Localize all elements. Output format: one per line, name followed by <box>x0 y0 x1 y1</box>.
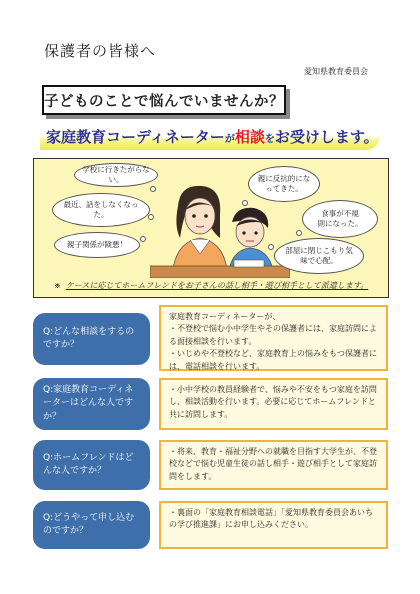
answer-line: ・いじめや不登校など、家庭教育上の悩みをもつ保護者には、電話相談を行います。 <box>169 349 377 371</box>
question-text: Q:どんな相談をするのですか？ <box>43 326 135 350</box>
bubble-tail-dot <box>140 236 146 242</box>
greeting: 保護者の皆様へ <box>44 42 157 60</box>
thought-bubble-5 <box>54 232 140 258</box>
thought-bubble-4 <box>302 200 378 238</box>
headline-text: 子どものことで悩んでいませんか？ <box>44 93 284 110</box>
question-text: Q:ホームフレンドはどんな人ですか？ <box>43 452 134 476</box>
bubble-text-6: 部屋に閉じこもり気 味で心配。 <box>285 245 353 265</box>
bubble-text-5: 親子関係が険悪！ <box>67 239 127 249</box>
homefriend-note <box>54 280 368 291</box>
organization-name: 愛知県教育委員会 <box>304 67 368 76</box>
bubble-tail-dot <box>242 200 248 206</box>
note-text: ケースに応じてホームフレンドをお子さんの話し相手・遊び相手として派遣します。 <box>65 281 369 290</box>
answer-line: 家庭教育コーディネーターが、 <box>169 312 281 321</box>
thought-bubble-3 <box>52 193 150 227</box>
question-text: Q:どうやって申し込むのですか？ <box>43 512 135 536</box>
title-wo: を <box>264 134 275 145</box>
question-text: Q:家庭教育コーディネーターはどんな人ですか？ <box>43 384 134 422</box>
question-1 <box>33 313 150 365</box>
title-ga: が <box>224 134 235 145</box>
question-3 <box>33 440 150 490</box>
bubble-text-1: 学校に行きたがらない。 <box>82 164 150 184</box>
answer-4 <box>159 501 388 549</box>
bubble-tail-dot <box>150 186 156 192</box>
page-title <box>46 126 379 147</box>
headline-box <box>42 85 286 115</box>
answer-line: ・裏面の「家庭教育相談電話」「愛知県教育委員会あいちの学び推進課」にお申し込みください。 <box>169 508 373 530</box>
thought-bubble-6 <box>274 238 364 274</box>
title-main: 家庭教育コーディネーター <box>46 128 225 146</box>
bubble-tail-dot <box>148 214 154 220</box>
answer-3 <box>159 440 388 490</box>
answer-1 <box>159 305 388 371</box>
answer-2 <box>159 378 388 430</box>
question-4 <box>33 501 150 549</box>
bubble-text-4: 食事が不規 則になった。 <box>317 208 363 228</box>
bubble-text-2: 親に反抗的にな ってきた。 <box>257 173 311 193</box>
answer-line: ・将来、教育・福祉分野への就職を目指す大学生が、不登校などで悩む児童生徒の話し相手・遊び相手として家庭訪問をします。 <box>169 447 377 481</box>
thought-bubble-2 <box>248 166 320 202</box>
title-tail: お受けします。 <box>274 128 379 146</box>
question-2 <box>33 378 150 430</box>
bubble-text-3: 最近、話をしなくなっ た。 <box>63 199 139 219</box>
bubble-tail-dot <box>268 244 274 250</box>
bubble-tail-dot <box>296 230 302 236</box>
note-mark: ※ <box>54 281 61 290</box>
thought-bubble-1 <box>74 163 158 187</box>
title-highlight: 相談 <box>234 128 265 146</box>
answer-line: ・小中学校の教員経験者で、悩みや不安をもつ家庭を訪問し、相談活動を行います。必要に応じてホームフレンドと共に訪問します。 <box>169 385 377 419</box>
answer-line: ・不登校で悩む小中学生やその保護者には、家庭訪問による面接相談を行います。 <box>169 324 377 346</box>
